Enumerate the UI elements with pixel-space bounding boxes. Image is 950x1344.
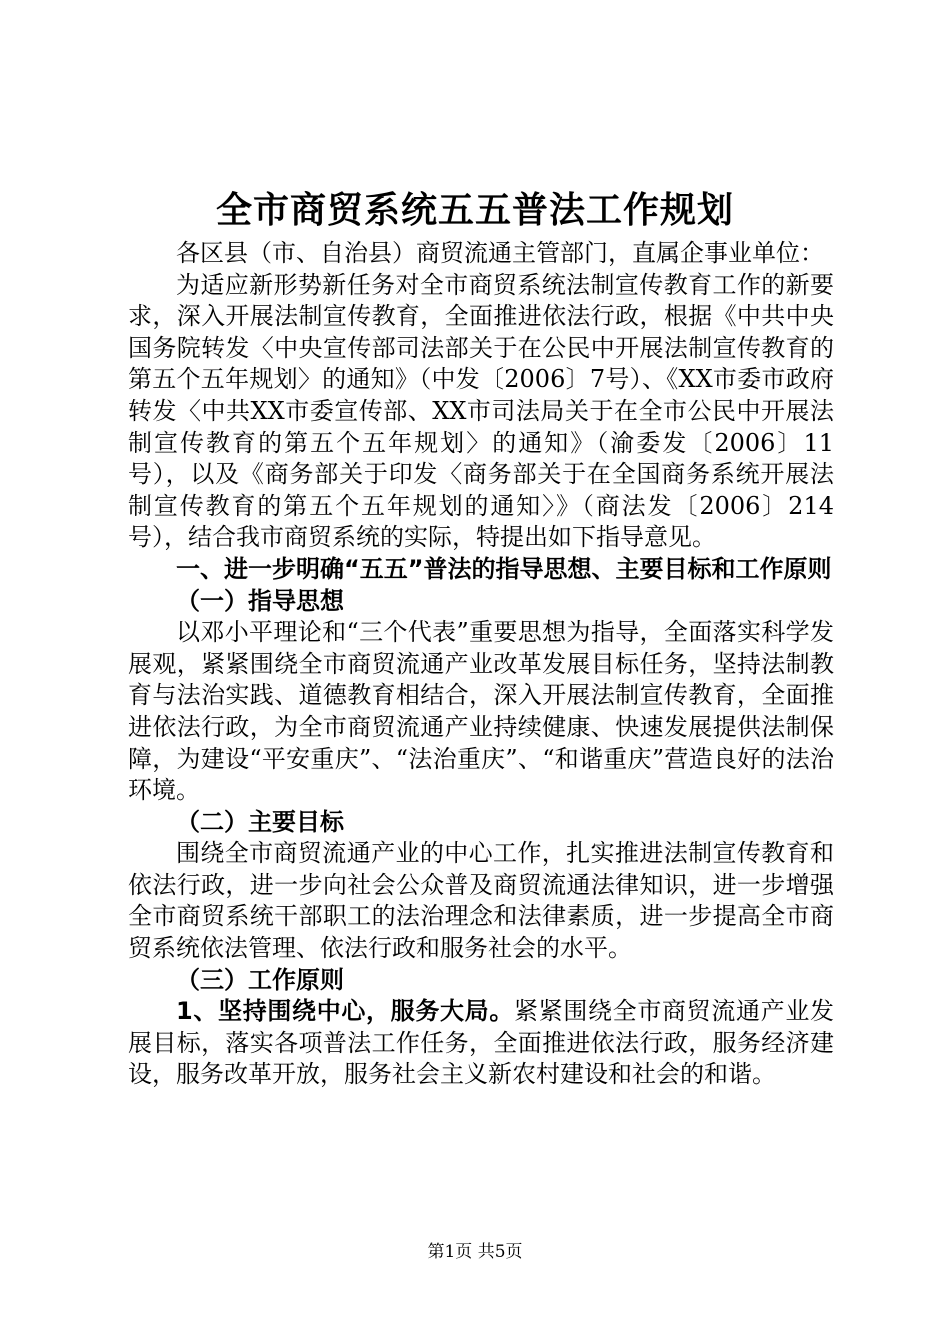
document-body bbox=[128, 238, 834, 1091]
subsection-heading-guiding-ideology: （一）指导思想 bbox=[176, 586, 344, 615]
principle-item-1-text: 紧紧围绕全市商贸流通产业发展目标，落实各项普法工作任务，全面推进依法行政，服务经济建设，服务改革开放，服务社会主义新农村建设和社会的和谐。 bbox=[128, 997, 834, 1089]
main-goals-paragraph: 围绕全市商贸流通产业的中心工作，扎实推进法制宣传教育和依法行政，进一步向社会公众普及商贸流通法律知识，进一步增强全市商贸系统干部职工的法治理念和法律素质，进一步提高全市商贸系统依法管理、依法行政和服务社会的水平。 bbox=[128, 839, 834, 963]
section-heading-1: 一、进一步明确“五五”普法的指导思想、主要目标和工作原则 bbox=[176, 554, 832, 583]
principle-item-1 bbox=[128, 996, 834, 1091]
document-title: 全市商贸系统五五普法工作规划 bbox=[215, 189, 734, 231]
subsection-heading-main-goals: （二）主要目标 bbox=[176, 807, 344, 836]
principle-item-1-lead: 1、坚持围绕中心，服务大局。 bbox=[176, 997, 515, 1026]
intro-paragraph: 为适应新形势新任务对全市商贸系统法制宣传教育工作的新要求，深入开展法制宣传教育，全面推进依法行政，根据《中共中央国务院转发〈中央宣传部司法部关于在公民中开展法制宣传教育的第五个五年规划〉的通知》（中发〔2006〕7号）、《XX市委市政府转发〈中共XX市委宣传部、XX市司法局关于在全市公民中开展法制宣传教育的第五个五年规划〉的通知》（渝委发〔2006〕11号），以及《商务部关于印发〈商务部关于在全国商务系统开展法制宣传教育的第五个五年规划的通知〉》（商法发〔2006〕214号），结合我市商贸系统的实际，特提出如下指导意见。 bbox=[128, 270, 834, 552]
subsection-heading-work-principles: （三）工作原则 bbox=[176, 965, 344, 994]
salutation: 各区县（市、自治县）商贸流通主管部门，直属企事业单位： bbox=[176, 239, 824, 267]
page-footer: 第1页 共5页 bbox=[427, 1242, 523, 1262]
guiding-ideology-paragraph: 以邓小平理论和“三个代表”重要思想为指导，全面落实科学发展观，紧紧围绕全市商贸流通产业改革发展目标任务，坚持法制教育与法治实践、道德教育相结合，深入开展法制宣传教育，全面推进依法行政，为全市商贸流通产业持续健康、快速发展提供法制保障，为建设“平安重庆”、“法治重庆”、“和谐重庆”营造良好的法治环境。 bbox=[128, 618, 834, 805]
